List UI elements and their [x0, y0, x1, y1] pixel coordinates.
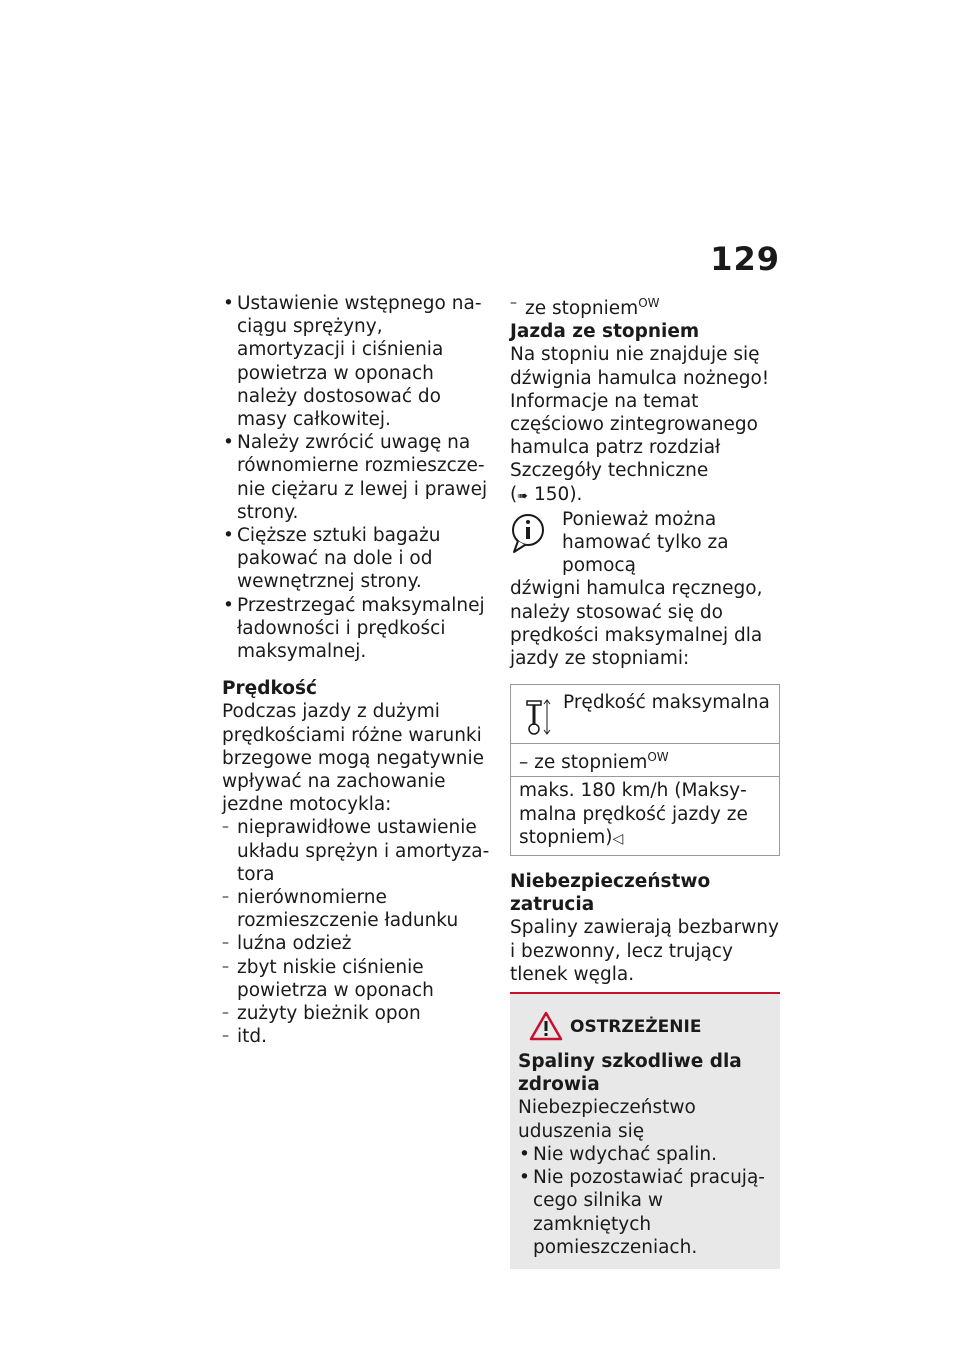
list-item: • Nie wdychać spalin. — [518, 1143, 772, 1166]
speed-conditions-list — [222, 816, 494, 1048]
right-column — [510, 292, 780, 1269]
page-number: 129 — [710, 240, 780, 278]
info-icon — [510, 512, 550, 556]
spec-header-label: Prędkość maksymalna — [563, 692, 770, 714]
info-note — [510, 508, 780, 670]
warning-title: Spaliny szkodliwe dla zdrowia — [518, 1051, 742, 1096]
warning-triangle-icon — [528, 1010, 564, 1042]
list-item: • Cięższe sztuki bagażu pakować na dole i od wewnętrznej strony. — [222, 524, 494, 594]
speedometer-icon — [521, 697, 553, 737]
warning-list — [518, 1143, 772, 1259]
max-speed-table — [510, 684, 780, 856]
list-item: – nierównomierne rozmieszczenie ładunku — [222, 886, 494, 932]
ride-text: Na stopniu nie znajduje się dźwignia hamulca nożnego! Informacje na temat częściowo zintegrowanego hamulca patrz rozdział Szczegóły techniczne — [510, 344, 770, 482]
dash-marker: – — [519, 752, 529, 774]
speed-text: Podczas jazdy z dużymi prędkościami różne warunki brzegowe mogą negatywnie wpływać na zachowanie jezdne motocykla: — [222, 701, 484, 816]
list-item: – zbyt niskie ciśnienie powietrza w oponach — [222, 956, 494, 1002]
page-reference[interactable]: (➠ 150). — [510, 483, 583, 505]
warning-label: OSTRZEŻENIE — [570, 1017, 702, 1038]
option-marker: OW — [638, 296, 660, 310]
list-item: – ze stopniem$^{OW}$ — [510, 292, 780, 320]
list-item: – itd. — [222, 1025, 494, 1048]
warning-box — [510, 992, 780, 1269]
spec-condition-row: – ze stopniem$^{OW}$ — [511, 744, 779, 777]
list-item: • Nie pozostawiać pracującego silnika w zamkniętych pomieszczeniach. — [518, 1166, 772, 1259]
list-item: • Należy zwrócić uwagę na równomierne rozmieszczenie ciężaru z lewej i prawej strony. — [222, 431, 494, 524]
spec-value: maks. 180 km/h (Maksymalna prędkość jazdy ze stopniem) — [519, 780, 748, 848]
info-text-first: Ponieważ można hamować tylko za pomocą — [562, 508, 729, 577]
footstep-option-list — [510, 292, 780, 320]
loading-tips-list — [222, 292, 494, 663]
spec-table-header — [511, 685, 779, 744]
list-item: – luźna odzież — [222, 932, 494, 955]
poison-text: Spaliny zawierają bezbarwny i bezwonny, lecz trujący tlenek węgla. — [510, 917, 779, 985]
spec-value-row — [511, 777, 779, 855]
list-item: • Przestrzegać maksymalnej ładowności i prędkości maksymalnej. — [222, 594, 494, 664]
warning-header — [518, 1004, 772, 1050]
left-column — [222, 292, 494, 1049]
warning-text: Niebezpieczeństwo uduszenia się — [518, 1097, 696, 1142]
end-mark-icon: ◁ — [612, 830, 624, 847]
list-item: – zużyty bieżnik opon — [222, 1002, 494, 1025]
list-item: • Ustawienie wstępnego naciągu sprężyny, amortyzacji i ciśnienia powietrza w oponach należy dostosować do masy całkowitej. — [222, 292, 494, 431]
list-item: – nieprawidłowe ustawienie układu sprężyn i amortyzatora — [222, 816, 494, 886]
poison-heading: Niebezpieczeństwo zatrucia — [510, 871, 711, 916]
speed-heading: Prędkość — [222, 678, 317, 700]
option-marker: OW — [647, 750, 669, 765]
ride-heading: Jazda ze stopniem — [510, 321, 700, 343]
info-text: dźwigni hamulca ręcznego, należy stosować się do prędkości maksymalnej dla jazdy ze stopniami: — [510, 578, 763, 670]
arrow-right-icon: ➠ — [517, 488, 529, 504]
